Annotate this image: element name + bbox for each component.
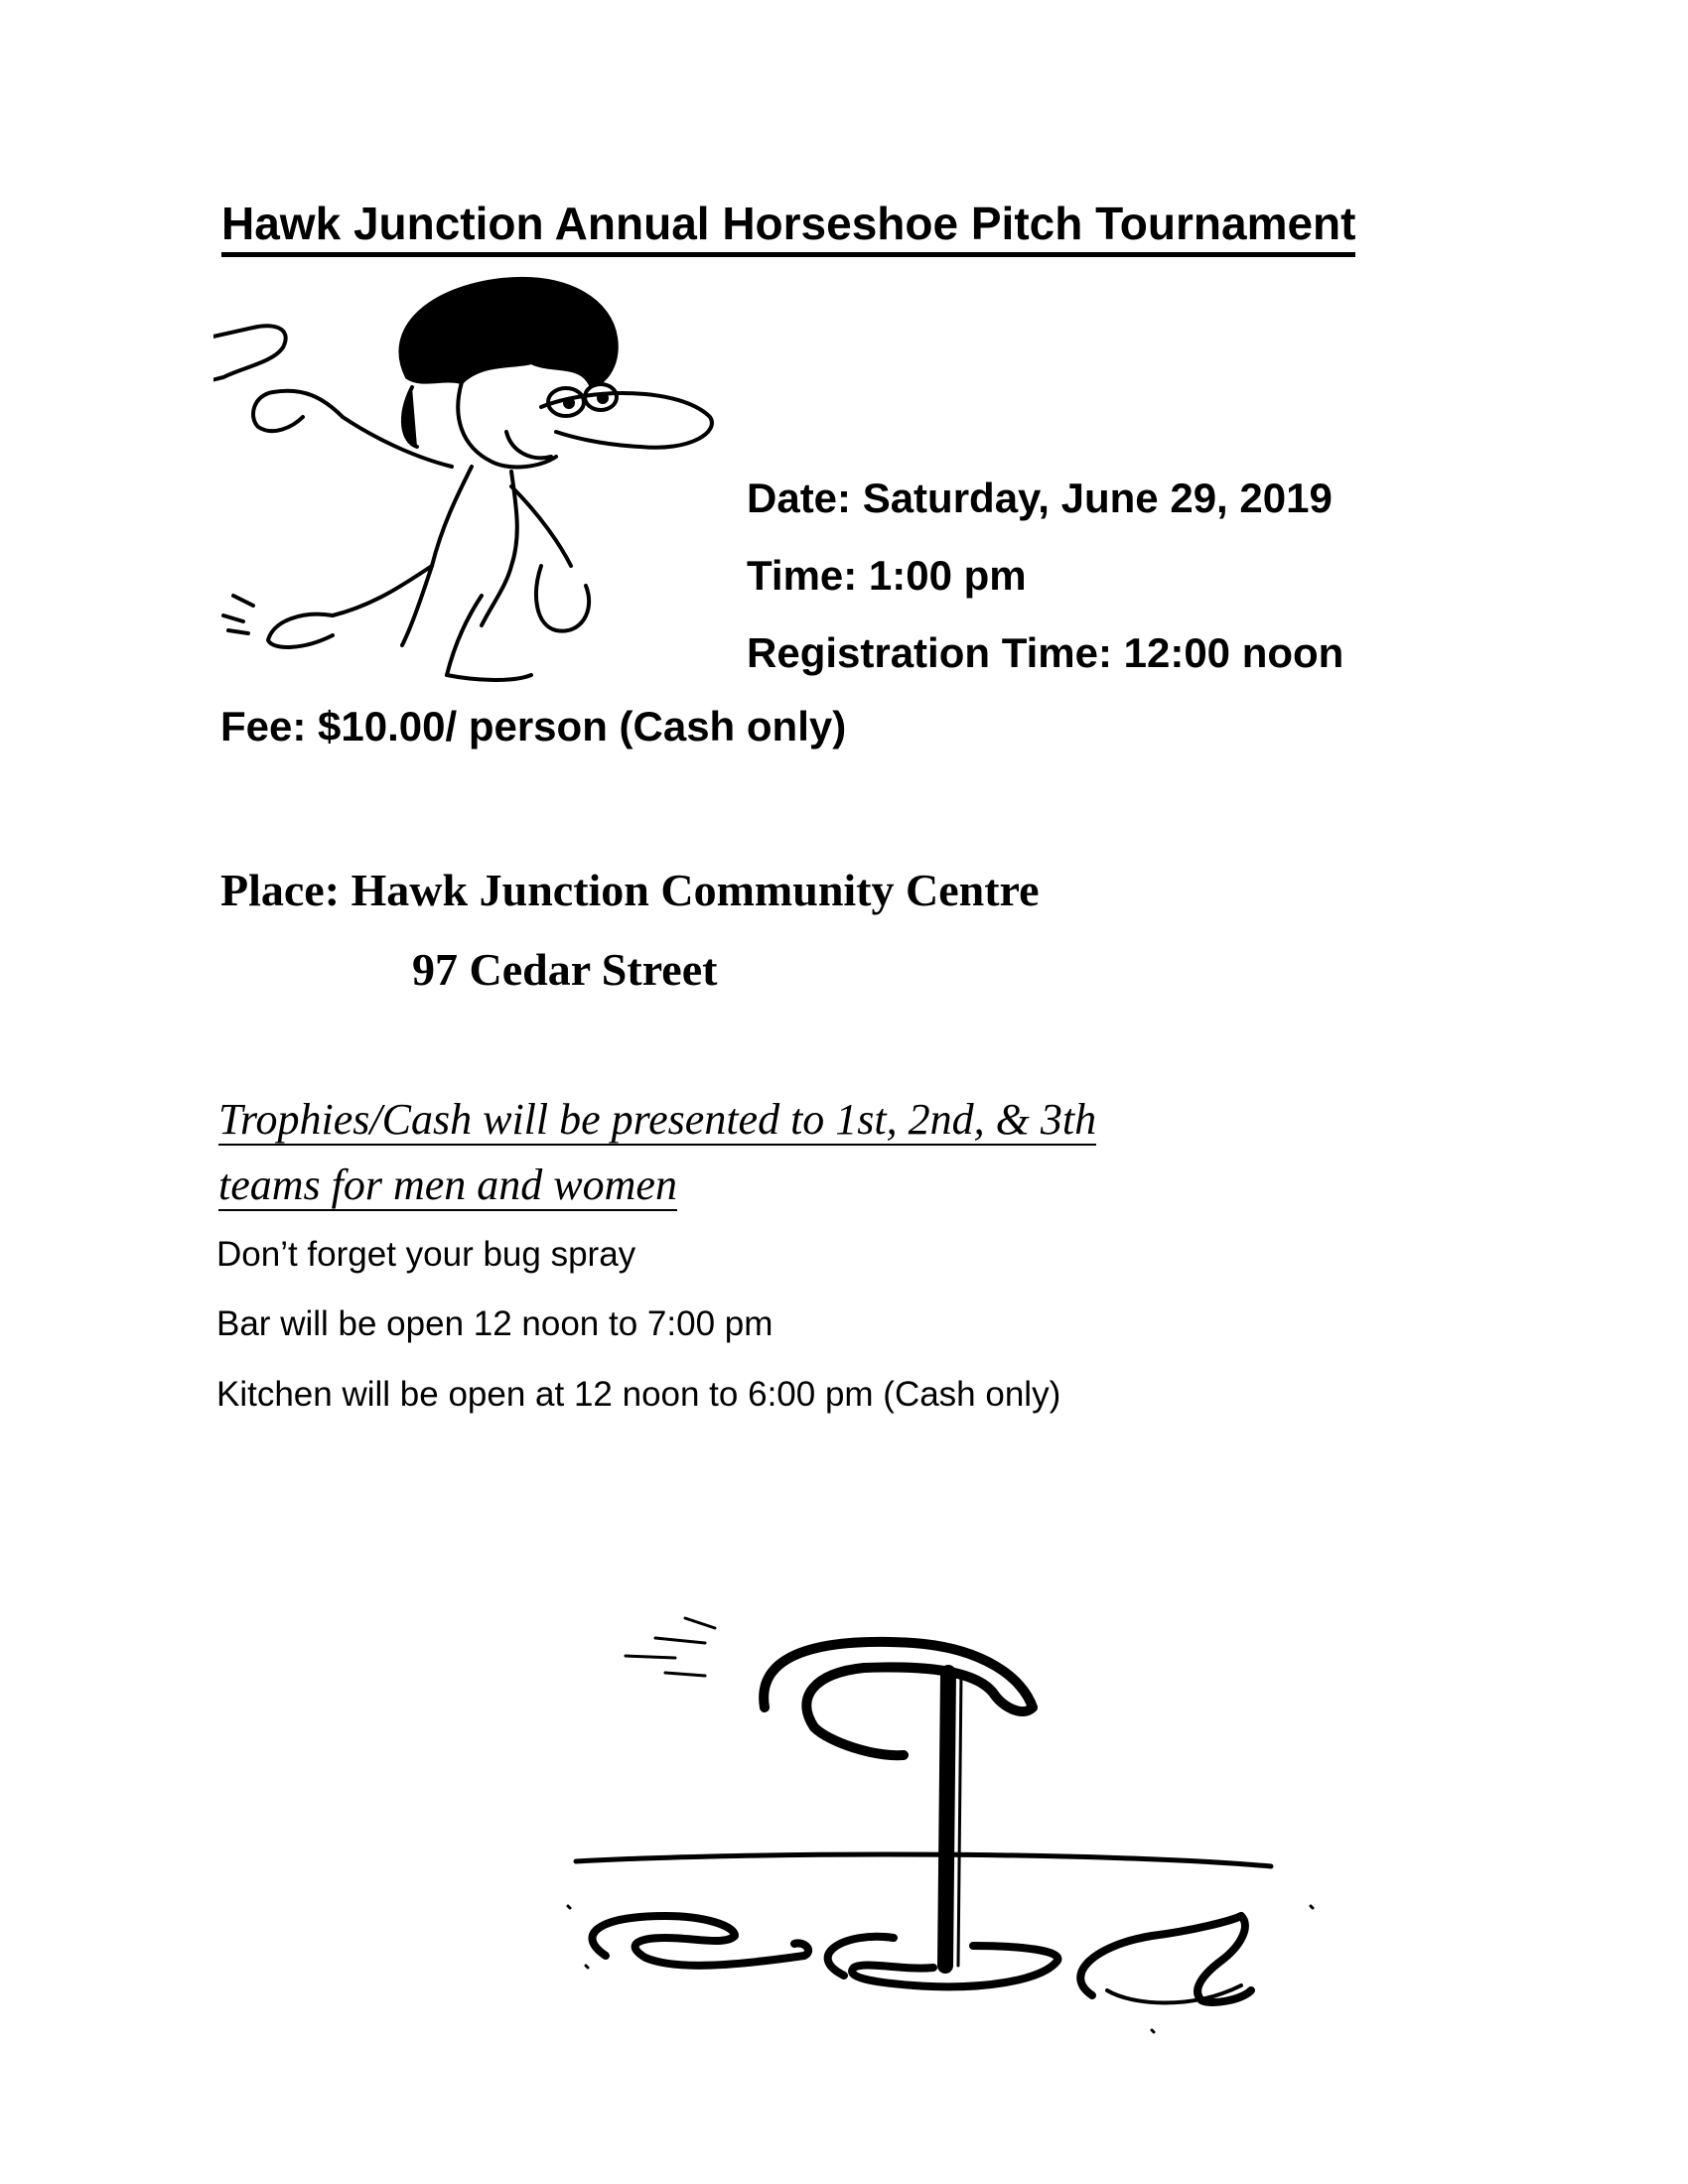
note-bar-hours: Bar will be open 12 noon to 7:00 pm — [216, 1304, 774, 1343]
awards-text — [218, 1087, 1360, 1218]
event-time: Time: 1:00 pm — [747, 552, 1027, 599]
woman-throwing-horseshoe-illustration — [213, 268, 750, 685]
registration-time: Registration Time: 12:00 noon — [747, 629, 1344, 676]
awards-line-1: Trophies/Cash will be presented to 1st, 2nd, & 3th — [218, 1095, 1097, 1144]
page-title: Hawk Junction Annual Horseshoe Pitch Tournament — [221, 197, 1355, 257]
event-date: Date: Saturday, June 29, 2019 — [747, 475, 1333, 521]
note-kitchen-hours: Kitchen will be open at 12 noon to 6:00 pm (Cash only) — [216, 1375, 1061, 1414]
note-bug-spray: Don’t forget your bug spray — [216, 1235, 636, 1274]
awards-line-2: teams for men and women — [218, 1160, 677, 1209]
horseshoe-ringer-illustration — [556, 1588, 1331, 2045]
fee: Fee: $10.00/ person (Cash only) — [220, 703, 847, 750]
place-address: 97 Cedar Street — [412, 944, 718, 995]
place: Place: Hawk Junction Community Centre — [220, 865, 1040, 915]
